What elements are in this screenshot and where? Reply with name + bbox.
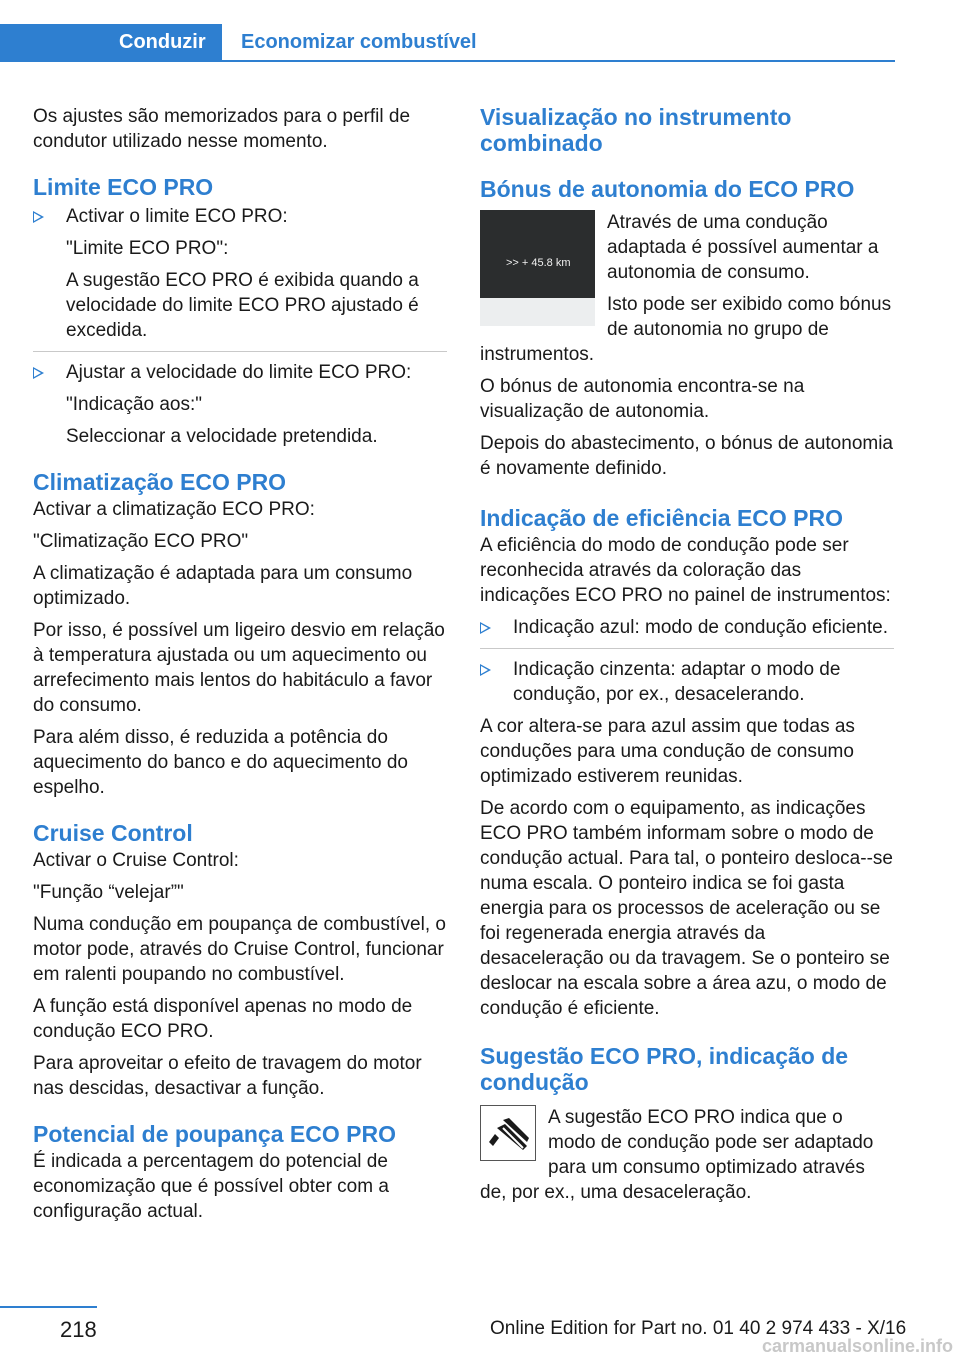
heading-potencial-poupanca: Potencial de poupança ECO PRO (33, 1121, 396, 1147)
triangle-bullet-icon (480, 664, 491, 676)
bullet-text: Seleccionar a velocidade pretendida. (66, 426, 378, 447)
heading-sugestao-eco-pro: Sugestão ECO PRO, indicação de condução (480, 1043, 849, 1095)
paragraph: Numa condução em poupança de combustível, o motor pode, através do Cruise Control, funcionar em ralenti poupando no combustível. (33, 914, 446, 985)
paragraph: A eficiência do modo de condução pode ser reconhecida através da coloração das indicações ECO PRO no painel de instrumentos: (480, 535, 891, 606)
paragraph: De acordo com o equipamento, as indicações ECO PRO também informam sobre o modo de condução actual. Para tal, o ponteiro desloca--se numa escala. O ponteiro indica se foi gasta energia para os processos de aceleração ou se foi regenerada energia através da desaceleração ou da travagem. Se o ponteiro se deslocar na escala sobre a área azu, o modo de condução é eficiente. (480, 798, 893, 1019)
range-bonus-readout: >> + 45.8 km (506, 257, 571, 269)
edition-info: Online Edition for Part no. 01 40 2 974 433 - X/16 (490, 1318, 907, 1339)
paragraph: "Função “velejar”" (33, 882, 184, 903)
heading-indicacao-eficiencia: Indicação de eficiência ECO PRO (480, 505, 844, 531)
bullet-text: "Indicação aos:" (66, 394, 203, 415)
paragraph: A sugestão ECO PRO indica que o modo de condução pode ser adaptado para um consumo optimizado através de, por ex., uma desaceleração. (480, 1107, 874, 1203)
footer-rule (0, 1306, 97, 1308)
bullet-item (480, 615, 894, 649)
bullet-item (480, 657, 894, 707)
left-column (33, 104, 447, 1231)
bullet-text: A sugestão ECO PRO é exibida quando a velocidade do limite ECO PRO ajustado é excedida. (66, 270, 419, 341)
bullet-text: Activar o limite ECO PRO: (66, 206, 288, 227)
paragraph: Por isso, é possível um ligeiro desvio em relação à temperatura ajustada ou um aquecimento ou arrefecimento mais lentos do habitáculo a favor do consumo. (33, 620, 445, 716)
paragraph: Para além disso, é reduzida a potência do aquecimento do banco e do aquecimento do espelho. (33, 727, 408, 798)
page-number: 218 (60, 1317, 97, 1342)
chapter-label: Conduzir (119, 31, 206, 53)
bullet-text: "Limite ECO PRO": (66, 238, 229, 259)
watermark: carmanualsonline.info (762, 1336, 954, 1356)
paragraph: Através de uma condução adaptada é possível aumentar a autonomia de consumo. (607, 212, 879, 283)
heading-climatizacao-eco-pro: Climatização ECO PRO (33, 469, 287, 495)
right-column (480, 104, 894, 1212)
paragraph: A função está disponível apenas no modo de condução ECO PRO. (33, 996, 413, 1042)
heading-limite-eco-pro: Limite ECO PRO (33, 174, 214, 200)
paragraph: A cor altera-se para azul assim que todas as conduções para uma condução de consumo optimizado estiverem reunidas. (480, 716, 855, 787)
chapter-tab[interactable] (0, 24, 222, 62)
paragraph: Depois do abastecimento, o bónus de autonomia é novamente definido. (480, 433, 893, 479)
eco-pro-tip-image (480, 1105, 536, 1161)
heading-bonus-autonomia: Bónus de autonomia do ECO PRO (480, 176, 855, 202)
paragraph: É indicada a percentagem do potencial de economização que é possível obter com a configuração actual. (33, 1151, 389, 1222)
foot-off-pedal-icon (481, 1106, 535, 1160)
intro-paragraph: Os ajustes são memorizados para o perfil de condutor utilizado nesse momento. (33, 106, 411, 152)
bullet-text: Ajustar a velocidade do limite ECO PRO: (66, 362, 412, 383)
bullet-item (33, 204, 447, 352)
bullet-text: Indicação azul: modo de condução eficiente. (513, 617, 888, 638)
instrument-display-image (480, 210, 595, 326)
triangle-bullet-icon (33, 367, 44, 379)
triangle-bullet-icon (33, 211, 44, 223)
paragraph: Isto pode ser exibido como bónus de autonomia no grupo de instrumentos. (480, 294, 892, 365)
heading-visualizacao-instrumento: Visualização no instrumento combinado (480, 104, 792, 156)
section-tab[interactable]: Economizar combustível (241, 31, 477, 53)
paragraph: "Climatização ECO PRO" (33, 531, 249, 552)
paragraph: Para aproveitar o efeito de travagem do motor nas descidas, desactivar a função. (33, 1053, 422, 1099)
heading-cruise-control: Cruise Control (33, 820, 193, 846)
paragraph: O bónus de autonomia encontra-se na visualização de autonomia. (480, 376, 805, 422)
triangle-bullet-icon (480, 622, 491, 634)
paragraph: Activar o Cruise Control: (33, 850, 239, 871)
paragraph: Activar a climatização ECO PRO: (33, 499, 315, 520)
paragraph: A climatização é adaptada para um consumo optimizado. (33, 563, 413, 609)
bullet-item (33, 360, 447, 449)
bullet-text: Indicação cinzenta: adaptar o modo de condução, por ex., desacelerando. (513, 659, 841, 705)
